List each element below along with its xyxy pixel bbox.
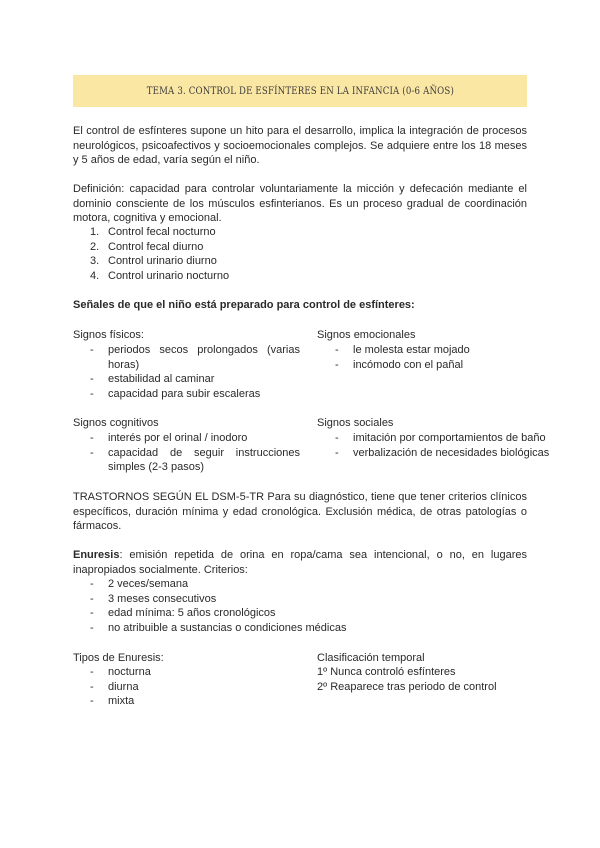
definition-paragraph: Definición: capacidad para controlar voluntariamente la micción y defecación mediante el dominio consciente de los músculos esfinterianos. Es un proceso gradual de coordinación motora, cognitiva y emocional. xyxy=(73,183,527,225)
list-item: - verbalización de necesidades biológicas xyxy=(335,446,550,459)
list-item: - capacidad de seguir instrucciones simples (2-3 pasos) xyxy=(90,446,300,474)
tipos-enuresis-label: Tipos de Enuresis: xyxy=(73,652,164,664)
clasificacion-item-1: 1º Nunca controló esfínteres xyxy=(317,666,456,678)
list-item: - interés por el orinal / inodoro xyxy=(90,432,248,444)
signos-fisicos-list xyxy=(90,343,300,401)
list-item: - periodos secos prolongados (varias horas) xyxy=(90,344,300,371)
list-item: 3. Control urinario diurno xyxy=(90,255,217,268)
signs-heading: Señales de que el niño está preparado para control de esfínteres: xyxy=(73,299,415,311)
dsm-paragraph: TRASTORNOS SEGÚN EL DSM-5-TR Para su diagnóstico, tiene que tener criterios clínicos específicos, duración mínima y edad cronológica. Exclusión médica, de otras patologías o fármacos. xyxy=(73,491,527,533)
list-item: 1. Control fecal nocturno xyxy=(90,226,216,238)
enuresis-criteria-list xyxy=(90,577,490,635)
signos-fisicos-label: Signos físicos: xyxy=(73,329,144,341)
list-item: - diurna xyxy=(90,680,139,693)
signos-sociales-label: Signos sociales xyxy=(317,417,394,429)
list-item: - capacidad para subir escaleras xyxy=(90,387,261,400)
list-item: - no atribuible a sustancias o condiciones médicas xyxy=(90,621,347,634)
signos-cognitivos-label: Signos cognitivos xyxy=(73,417,159,429)
enuresis-term: Enuresis xyxy=(73,549,120,561)
list-item: - imitación por comportamientos de baño xyxy=(335,432,546,444)
clasificacion-temporal-label: Clasificación temporal xyxy=(317,652,425,664)
signos-emocionales-label: Signos emocionales xyxy=(317,329,416,341)
tipos-enuresis-list xyxy=(90,665,290,709)
intro-paragraph: El control de esfínteres supone un hito para el desarrollo, implica la integración de procesos neurológicos, psicoafectivos y socioemocionales complejos. Se adquiere entre los 18 meses y 5 años de edad, varía según el niño. xyxy=(73,125,527,167)
list-item: - edad mínima: 5 años cronológicos xyxy=(90,607,276,620)
list-item: - mixta xyxy=(90,695,135,708)
enuresis-paragraph: Enuresis: emisión repetida de orina en ropa/cama sea intencional, o no, en lugares inapropiados socialmente. Criterios: xyxy=(73,549,527,576)
list-item: - nocturna xyxy=(90,666,151,678)
signos-emocionales-list xyxy=(335,343,535,372)
clasificacion-item-2: 2º Reaparece tras periodo de control xyxy=(317,681,497,693)
list-item: - le molesta estar mojado xyxy=(335,344,470,356)
list-item: - 3 meses consecutivos xyxy=(90,592,217,605)
signos-cognitivos-list xyxy=(90,431,300,475)
list-item: - estabilidad al caminar xyxy=(90,373,215,386)
signos-sociales-list xyxy=(335,431,550,460)
control-list xyxy=(90,225,229,283)
page-title: TEMA 3. CONTROL DE ESFÍNTERES EN LA INFANCIA (0-6 AÑOS) xyxy=(146,84,454,97)
list-item: - 2 veces/semana xyxy=(90,578,189,590)
title-banner xyxy=(73,75,527,107)
list-item: - incómodo con el pañal xyxy=(335,358,464,371)
list-item: 2. Control fecal diurno xyxy=(90,240,204,253)
list-item: 4. Control urinario nocturno xyxy=(90,269,230,282)
